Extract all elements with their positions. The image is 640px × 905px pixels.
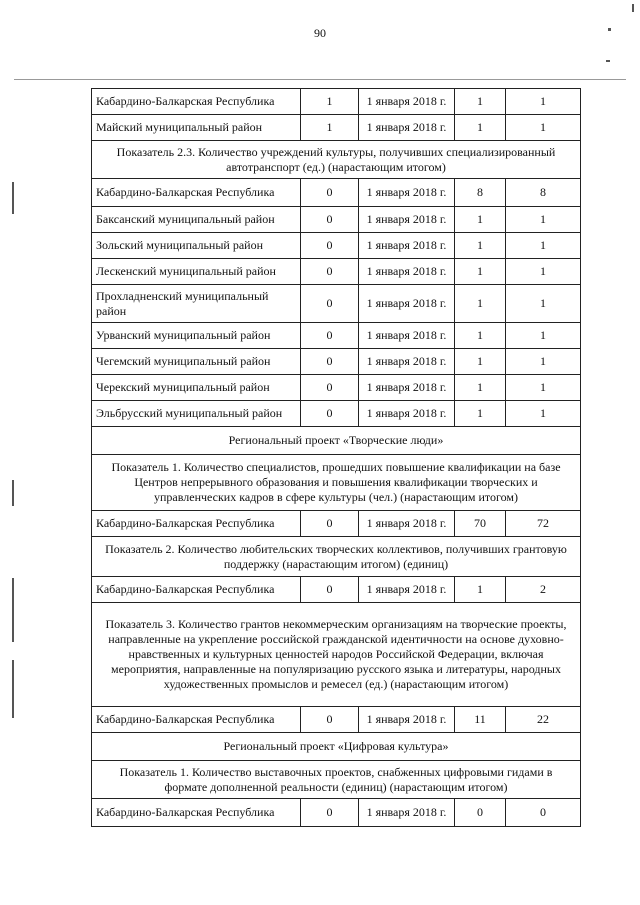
base-value-cell: 1 [301,115,359,141]
table-row [92,89,581,115]
scan-margin-mark [12,480,14,506]
base-date-cell: 1 января 2018 г. [359,233,455,259]
target-2020-cell: 1 [506,349,581,375]
target-2019-cell: 1 [455,115,506,141]
region-cell: Прохладненский муниципальный район [92,285,301,323]
region-cell: Кабардино-Балкарская Республика [92,89,301,115]
target-2019-cell: 70 [455,511,506,537]
base-date-cell: 1 января 2018 г. [359,207,455,233]
base-value-cell: 0 [301,179,359,207]
target-2019-cell: 1 [455,401,506,427]
indicator-text: Показатель 1. Количество специалистов, прошедших повышение квалификации на базе Центров непрерывного образования и повышения квалификации творческих и управленческих кадров в сфере культуры (чел.) (нарастающим итогом) [92,455,581,511]
target-2019-cell: 1 [455,233,506,259]
target-2020-cell: 1 [506,285,581,323]
target-2020-cell: 1 [506,259,581,285]
target-2019-cell: 0 [455,799,506,827]
target-2020-cell: 1 [506,401,581,427]
target-2019-cell: 11 [455,707,506,733]
base-date-cell: 1 января 2018 г. [359,511,455,537]
base-value-cell: 0 [301,349,359,375]
project-title: Региональный проект «Цифровая культура» [92,733,581,761]
target-2020-cell: 1 [506,89,581,115]
base-date-cell: 1 января 2018 г. [359,259,455,285]
indicator-row [92,761,581,799]
indicator-row [92,537,581,577]
region-cell: Лескенский муниципальный район [92,259,301,285]
base-date-cell: 1 января 2018 г. [359,349,455,375]
base-value-cell: 0 [301,577,359,603]
base-value-cell: 0 [301,401,359,427]
base-date-cell: 1 января 2018 г. [359,179,455,207]
base-value-cell: 0 [301,375,359,401]
base-value-cell: 0 [301,799,359,827]
indicator-row [92,455,581,511]
target-2019-cell: 1 [455,207,506,233]
region-cell: Кабардино-Балкарская Республика [92,511,301,537]
header-rule [14,79,626,80]
target-2020-cell: 1 [506,207,581,233]
indicator-text: Показатель 1. Количество выставочных проектов, снабженных цифровыми гидами в формате дополненной реальности (единиц) (нарастающим итогом) [92,761,581,799]
target-2020-cell: 22 [506,707,581,733]
region-cell: Кабардино-Балкарская Республика [92,179,301,207]
region-cell: Кабардино-Балкарская Республика [92,577,301,603]
indicators-table [91,88,581,827]
target-2019-cell: 1 [455,323,506,349]
scan-margin-mark [12,578,14,642]
table-row [92,285,581,323]
target-2020-cell: 2 [506,577,581,603]
target-2020-cell: 72 [506,511,581,537]
region-cell: Эльбрусский муниципальный район [92,401,301,427]
table-row [92,323,581,349]
region-cell: Черекский муниципальный район [92,375,301,401]
base-value-cell: 0 [301,259,359,285]
project-header-row [92,427,581,455]
table-row [92,207,581,233]
base-date-cell: 1 января 2018 г. [359,577,455,603]
base-date-cell: 1 января 2018 г. [359,115,455,141]
base-date-cell: 1 января 2018 г. [359,323,455,349]
page-number: 90 [314,26,326,40]
target-2019-cell: 1 [455,89,506,115]
table-row [92,259,581,285]
project-title: Региональный проект «Творческие люди» [92,427,581,455]
target-2020-cell: 8 [506,179,581,207]
indicator-text: Показатель 2. Количество любительских творческих коллективов, получивших грантовую поддержку (нарастающим итогом) (единиц) [92,537,581,577]
scan-margin-mark [632,4,634,12]
target-2020-cell: 1 [506,233,581,259]
region-cell: Урванский муниципальный район [92,323,301,349]
indicator-text: Показатель 3. Количество грантов некоммерческим организациям на творческие проекты, направленные на укрепление российской гражданской идентичности на основе духовно-нравственных и культурных ценностей народов Российской Федерации, включая мероприятия, направленные на популяризацию русского языка и литературы, народных художественных промыслов и ремесел (ед.) (нарастающим итогом) [92,603,581,707]
table-row [92,401,581,427]
base-value-cell: 0 [301,207,359,233]
target-2019-cell: 1 [455,375,506,401]
target-2019-cell: 1 [455,259,506,285]
target-2019-cell: 1 [455,577,506,603]
region-cell: Майский муниципальный район [92,115,301,141]
base-date-cell: 1 января 2018 г. [359,707,455,733]
indicator-row [92,603,581,707]
region-cell: Кабардино-Балкарская Республика [92,799,301,827]
region-cell: Кабардино-Балкарская Республика [92,707,301,733]
base-value-cell: 0 [301,285,359,323]
base-value-cell: 1 [301,89,359,115]
base-date-cell: 1 января 2018 г. [359,285,455,323]
base-value-cell: 0 [301,511,359,537]
table-row [92,511,581,537]
indicator-row [92,141,581,179]
table-row [92,577,581,603]
target-2020-cell: 0 [506,799,581,827]
table-row [92,233,581,259]
region-cell: Зольский муниципальный район [92,233,301,259]
table-row [92,799,581,827]
table-row [92,349,581,375]
base-date-cell: 1 января 2018 г. [359,799,455,827]
region-cell: Чегемский муниципальный район [92,349,301,375]
base-value-cell: 0 [301,323,359,349]
scan-margin-mark [606,60,610,62]
target-2020-cell: 1 [506,375,581,401]
region-cell: Баксанский муниципальный район [92,207,301,233]
table-row [92,375,581,401]
target-2019-cell: 1 [455,349,506,375]
target-2019-cell: 1 [455,285,506,323]
target-2019-cell: 8 [455,179,506,207]
table-row [92,179,581,207]
base-date-cell: 1 января 2018 г. [359,89,455,115]
target-2020-cell: 1 [506,115,581,141]
project-header-row [92,733,581,761]
indicator-text: Показатель 2.3. Количество учреждений культуры, получивших специализированный автотранспорт (ед.) (нарастающим итогом) [92,141,581,179]
scan-margin-mark [12,660,14,718]
scan-margin-mark [608,28,611,31]
base-value-cell: 0 [301,233,359,259]
base-date-cell: 1 января 2018 г. [359,375,455,401]
base-date-cell: 1 января 2018 г. [359,401,455,427]
base-value-cell: 0 [301,707,359,733]
table-row [92,115,581,141]
target-2020-cell: 1 [506,323,581,349]
table-row [92,707,581,733]
scan-margin-mark [12,182,14,214]
